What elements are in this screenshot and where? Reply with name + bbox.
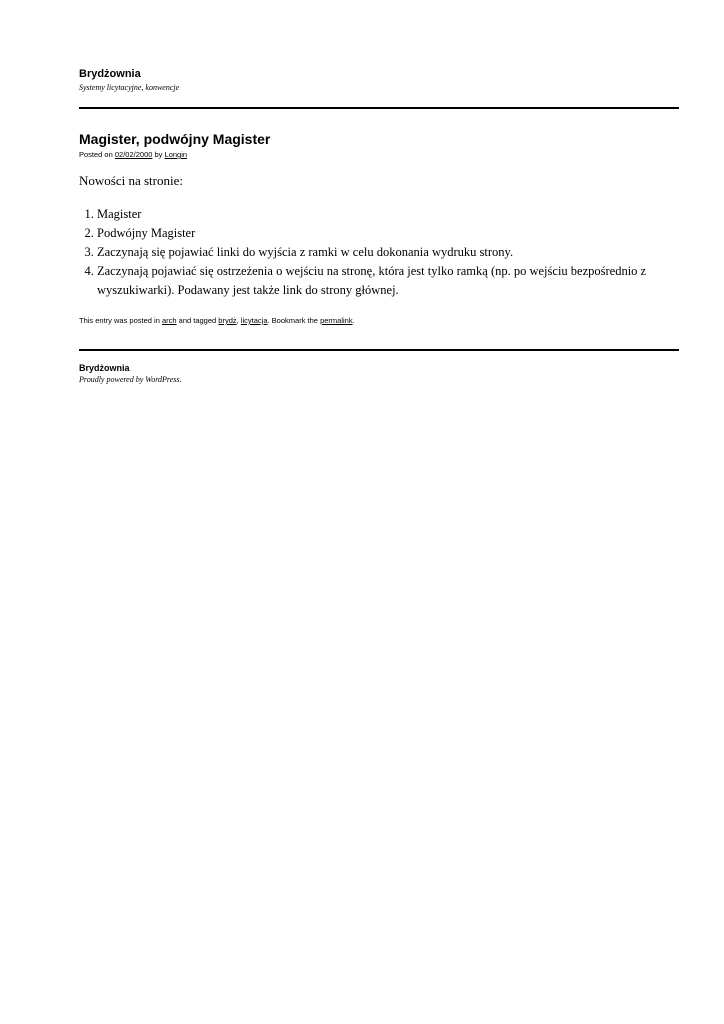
post-date-link[interactable]: 02/02/2000 — [114, 150, 153, 159]
posted-on-label: Posted on — [79, 150, 113, 159]
news-list — [79, 205, 697, 300]
post-footer — [79, 316, 355, 326]
tag-separator: , — [236, 316, 239, 325]
footer-credit: Proudly powered by WordPress. — [79, 375, 182, 384]
category-link[interactable]: arch — [161, 316, 177, 325]
author-link[interactable]: Longin — [164, 150, 188, 159]
permalink-link[interactable]: permalink — [320, 316, 353, 325]
footer-divider — [79, 349, 679, 351]
list-item: 4. Zaczynają pojawiać się ostrzeżenia o wejściu na stronę, która jest tylko ramką (np. po wejściu bezpośrednio z wyszukiwarki). Podawany jest także link do strony głównej. — [97, 262, 697, 300]
site-description: Systemy licytacyjne, konwencje — [79, 83, 180, 92]
post-title: Magister, podwójny Magister — [79, 131, 271, 147]
posted-in-label: This entry was posted in — [79, 316, 160, 325]
by-label: by — [154, 150, 163, 159]
site-title-link[interactable]: Brydżownia — [79, 68, 141, 80]
tagged-label: and tagged — [178, 316, 217, 325]
post-meta — [79, 150, 187, 160]
list-item: 3. Zaczynają się pojawiać linki do wyjścia z ramki w celu dokonania wydruku strony. — [97, 243, 697, 262]
list-item: 2. Podwójny Magister — [97, 224, 697, 243]
post-intro: Nowości na stronie: — [79, 173, 183, 188]
tag-link[interactable]: licytacja — [240, 316, 268, 325]
header-divider — [79, 107, 679, 109]
footer-period: . — [352, 316, 355, 325]
tag-link[interactable]: brydż — [218, 316, 237, 325]
bookmark-label: . Bookmark the — [267, 316, 318, 325]
footer-site-title-link[interactable]: Brydżownia — [79, 363, 130, 373]
list-item: 1. Magister — [97, 205, 697, 224]
